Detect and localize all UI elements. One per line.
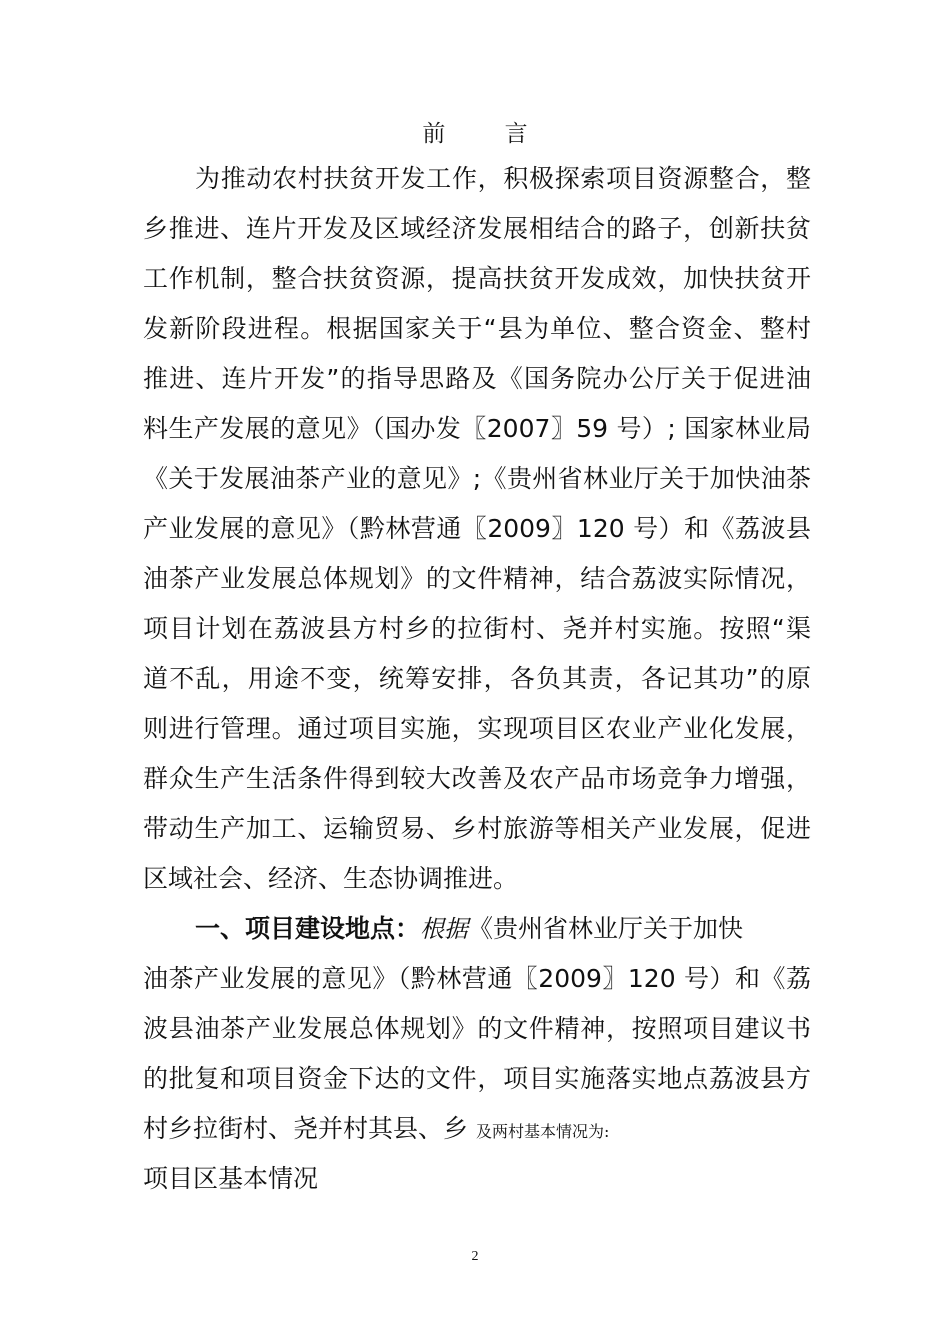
- document-body: [143, 154, 811, 1204]
- paragraph-line: 项目计划在荔波县方村乡的拉街村、尧并村实施。按照“渠: [143, 614, 811, 643]
- subheading: 项目区基本情况: [143, 1164, 319, 1193]
- paragraph-line: 波县油茶产业发展总体规划》的文件精神，按照项目建议书: [143, 1014, 811, 1043]
- paragraph-line-main: 村乡拉街村、尧并村其县、乡: [143, 1114, 469, 1143]
- paragraph-line: 油茶产业发展的意见》（黔林营通〖2009〗120 号）和《荔: [143, 964, 811, 993]
- section-line-rest: 《贵州省林业厅关于加快: [468, 914, 744, 943]
- paragraph-line: 乡推进、连片开发及区域经济发展相结合的路子，创新扶贫: [143, 214, 811, 243]
- page-number: 2: [471, 1249, 479, 1264]
- section-heading-line: [143, 904, 811, 954]
- paragraph-line-small: 及两村基本情况为:: [475, 1122, 610, 1141]
- paragraph-line: 《关于发展油茶产业的意见》;《贵州省林业厅关于加快油茶: [143, 464, 811, 493]
- paragraph-line: 料生产发展的意见》（国办发〖2007〗59 号）; 国家林业局: [143, 414, 811, 443]
- paragraph-line: 为推动农村扶贫开发工作，积极探索项目资源整合，整: [195, 164, 811, 193]
- paragraph-line: 区域社会、经济、生态协调推进。: [143, 864, 519, 893]
- paragraph-line: [143, 1104, 811, 1154]
- paragraph-line: 带动生产加工、运输贸易、乡村旅游等相关产业发展，促进: [143, 814, 811, 843]
- paragraph-line: 推进、连片开发”的指导思路及《国务院办公厅关于促进油: [143, 364, 811, 393]
- paragraph-line: 工作机制，整合扶贫资源，提高扶贫开发成效，加快扶贫开: [143, 264, 811, 293]
- section-heading: 一、项目建设地点：: [195, 914, 421, 943]
- paragraph-line: 的批复和项目资金下达的文件，项目实施落实地点荔波县方: [143, 1064, 811, 1093]
- page-title: 前 言: [422, 121, 554, 147]
- paragraph-line: 发新阶段进程。根据国家关于“县为单位、整合资金、整村: [143, 314, 811, 343]
- paragraph-line: 道不乱，用途不变，统筹安排，各负其责，各记其功”的原: [143, 664, 811, 693]
- paragraph-line: 油茶产业发展总体规划》的文件精神，结合荔波实际情况，: [143, 564, 811, 593]
- paragraph-line: 则进行管理。通过项目实施，实现项目区农业产业化发展，: [143, 714, 811, 743]
- section-lead-word: 根据: [420, 915, 469, 943]
- paragraph-line: 产业发展的意见》（黔林营通〖2009〗120 号）和《荔波县: [143, 514, 811, 543]
- paragraph-line: 群众生产生活条件得到较大改善及农产品市场竞争力增强，: [143, 764, 811, 793]
